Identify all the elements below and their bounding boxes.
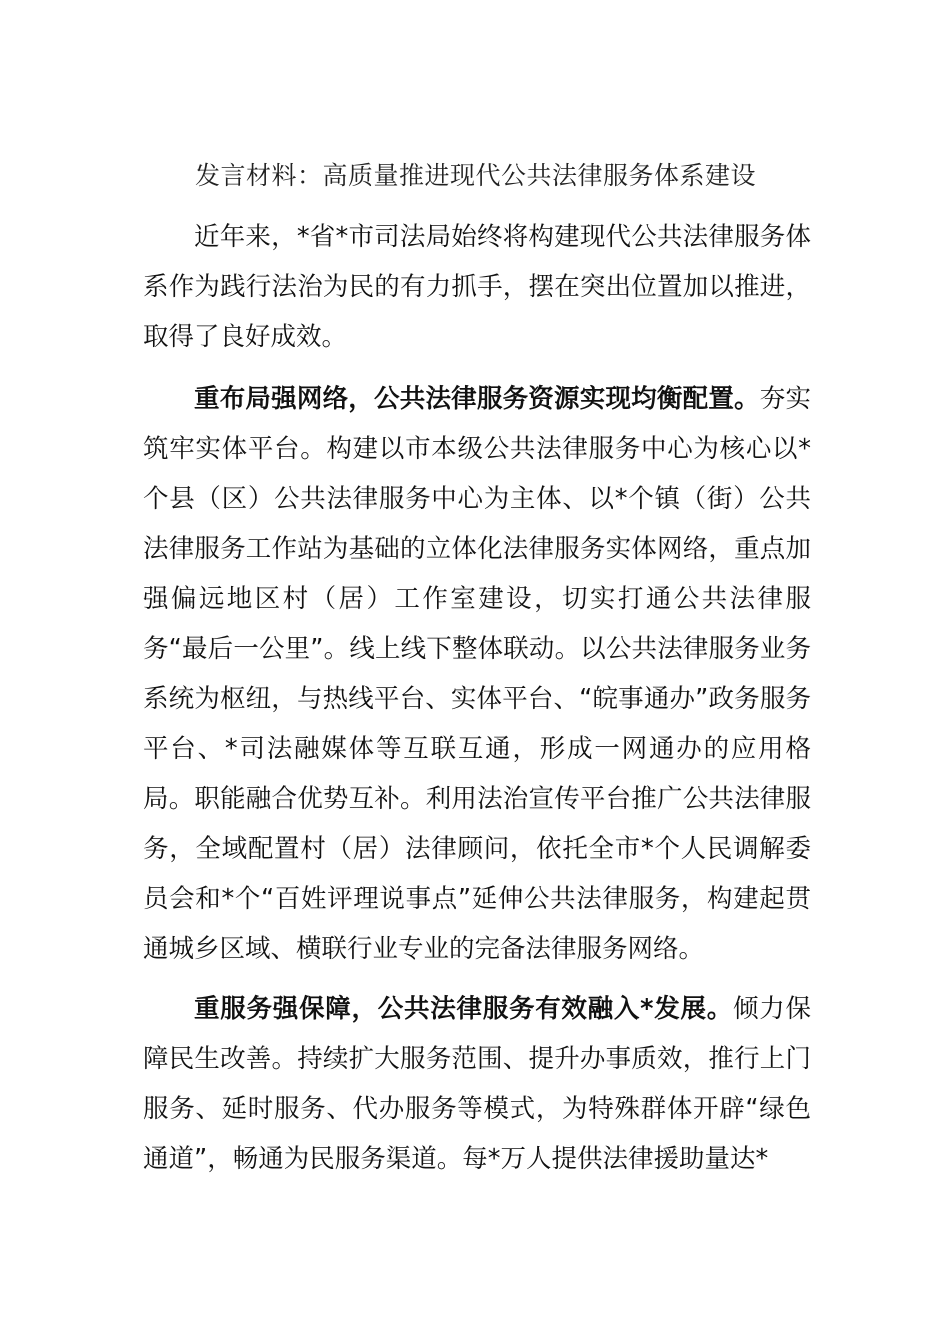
paragraph-lead-heading: 重服务强保障，公共法律服务有效融入*发展。	[194, 994, 733, 1024]
paragraph-text: 倾力保障民生改善。持续扩大服务范围、提升办事质效，推行上门服务、延时服务、代办服务等模式，为特殊群体开辟“绿色通道”，畅通为民服务渠道。每*万人提供法律援助量达*	[143, 994, 811, 1174]
document-title: 发言材料：高质量推进现代公共法律服务体系建设	[195, 161, 757, 190]
paragraph-intro	[143, 212, 811, 362]
paragraph-network	[143, 374, 811, 974]
paragraph-text: 近年来，*省*市司法局始终将构建现代公共法律服务体系作为践行法治为民的有力抓手，摆在突出位置加以推进，取得了良好成效。	[143, 222, 811, 352]
paragraph-service	[143, 984, 811, 1184]
paragraph-lead-heading: 重布局强网络，公共法律服务资源实现均衡配置。	[194, 384, 760, 414]
paragraph-text: 夯实筑牢实体平台。构建以市本级公共法律服务中心为核心以*个县（区）公共法律服务中心为主体、以*个镇（街）公共法律服务工作站为基础的立体化法律服务实体网络，重点加强偏远地区村（居）工作室建设，切实打通公共法律服务“最后一公里”。线上线下整体联动。以公共法律服务业务系统为枢纽，与热线平台、实体平台、“皖事通办”政务服务平台、*司法融媒体等互联互通，形成一网通办的应用格局。职能融合优势互补。利用法治宣传平台推广公共法律服务，全域配置村（居）法律顾问，依托全市*个人民调解委员会和*个“百姓评理说事点”延伸公共法律服务，构建起贯通城乡区域、横联行业专业的完备法律服务网络。	[143, 384, 811, 964]
